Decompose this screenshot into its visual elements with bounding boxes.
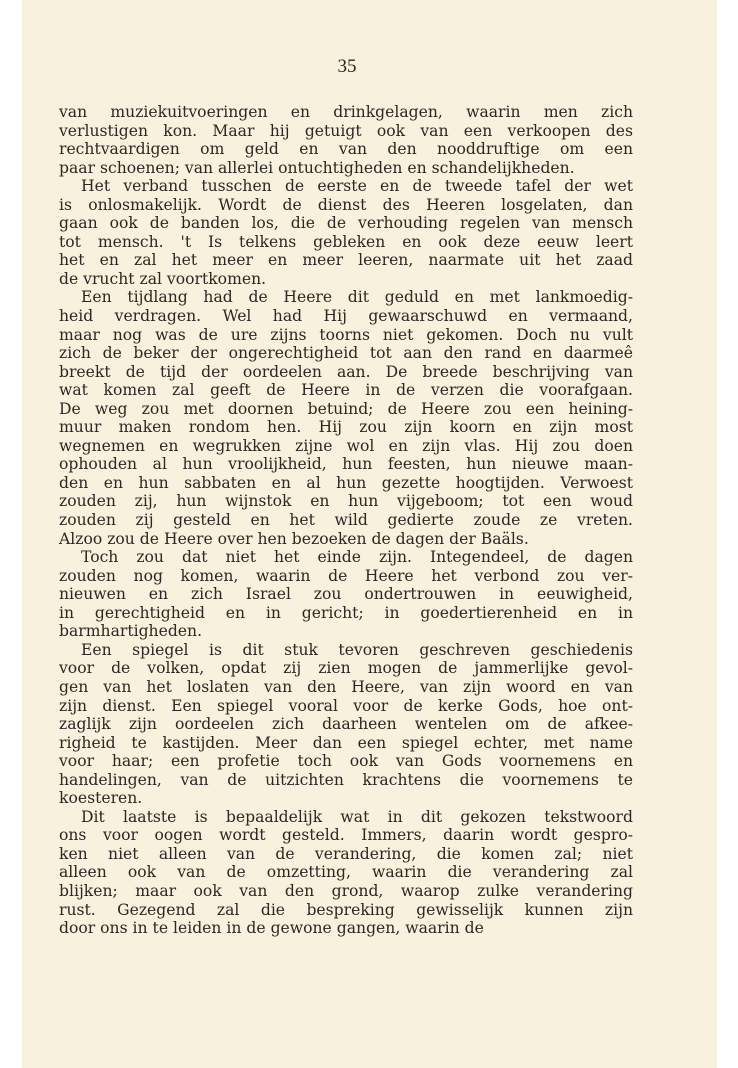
text-line: zich de beker der ongerechtigheid tot aan den rand en daarmeê (59, 344, 633, 363)
text-line: de vrucht zal voortkomen. (59, 269, 267, 288)
text-line: koesteren. (59, 789, 143, 808)
text-line: gen van het loslaten van den Heere, van zijn woord en van (59, 677, 633, 696)
text-line: paar schoenen; van allerlei ontuchtigheden en schandelijkheden. (59, 158, 575, 177)
text-line: muur maken rondom hen. Hij zou zijn koorn en zijn most (59, 418, 633, 437)
text-line: ken niet alleen van de verandering, die komen zal; niet (59, 844, 633, 863)
text-line: zouden nog komen, waarin de Heere het verbond zou ver- (59, 566, 633, 585)
text-line: het en zal het meer en meer leeren, naarmate uit het zaad (59, 251, 633, 270)
paragraph (59, 548, 633, 641)
text-line: den en hun sabbaten en al hun gezette hoogtijden. Verwoest (59, 473, 633, 492)
text-line: gaan ook de banden los, die de verhouding regelen van mensch (59, 214, 633, 233)
text-line: Het verband tusschen de eerste en de tweede tafel der wet (81, 177, 633, 196)
text-line: verlustigen kon. Maar hij getuigt ook van een verkoopen des (59, 121, 633, 140)
text-line: Een tijdlang had de Heere dit geduld en met lankmoedig- (81, 288, 633, 307)
text-line: tot mensch. 't Is telkens gebleken en ook deze eeuw leert (59, 232, 633, 251)
text-line: rechtvaardigen om geld en van den nooddruftige om een (59, 140, 633, 159)
text-line: blijken; maar ook van den grond, waarop zulke verandering (59, 881, 633, 900)
text-line: Een spiegel is dit stuk tevoren geschreven geschiedenis (81, 640, 633, 659)
text-line: wat komen zal geeft de Heere in de verzen die voorafgaan. (59, 381, 633, 400)
text-line: zouden zij, hun wijnstok en hun vijgeboom; tot een woud (59, 492, 633, 511)
text-line: is onlosmakelijk. Wordt de dienst des Heeren losgelaten, dan (59, 195, 633, 214)
paragraph (59, 641, 633, 808)
text-line: van muziekuitvoeringen en drinkgelagen, waarin men zich (59, 103, 633, 121)
text-line: zijn dienst. Een spiegel vooral voor de kerke Gods, hoe ont- (59, 696, 633, 715)
text-line: breekt de tijd der oordeelen aan. De breede beschrijving van (59, 362, 633, 381)
text-line: zaglijk zijn oordeelen zich daarheen wentelen om de afkee- (59, 715, 633, 734)
text-line: heid verdragen. Wel had Hij gewaarschuwd en vermaand, (59, 307, 633, 326)
text-line: voor de volken, opdat zij zien mogen de jammerlijke gevol- (59, 659, 633, 678)
text-line: Dit laatste is bepaaldelijk wat in dit gekozen tekstwoord (81, 807, 633, 826)
body-text (59, 103, 633, 938)
text-line: De weg zou met doornen betuind; de Heere zou een heining- (59, 399, 633, 418)
text-line: righeid te kastijden. Meer dan een spiegel echter, met name (59, 733, 633, 752)
text-line: ons voor oogen wordt gesteld. Immers, daarin wordt gespro- (59, 826, 633, 845)
text-line: door ons in te leiden in de gewone gangen, waarin de (59, 919, 484, 938)
text-line: Toch zou dat niet het einde zijn. Integendeel, de dagen (81, 548, 633, 567)
text-line: Alzoo zou de Heere over hen bezoeken de dagen der Baäls. (59, 529, 529, 548)
text-line: nieuwen en zich Israel zou ondertrouwen in eeuwigheid, (59, 585, 633, 604)
text-line: zouden zij gesteld en het wild gedierte zoude ze vreten. (59, 511, 633, 530)
text-line: voor haar; een profetie toch ook van Gods voornemens en (59, 752, 633, 771)
paragraph (59, 808, 633, 938)
text-line: rust. Gezegend zal die bespreking gewisselijk kunnen zijn (59, 900, 633, 919)
paragraph (59, 177, 633, 288)
text-line: alleen ook van de omzetting, waarin die verandering zal (59, 863, 633, 882)
text-line: barmhartigheden. (59, 622, 203, 641)
text-line: ophouden al hun vroolijkheid, hun feesten, hun nieuwe maan- (59, 455, 633, 474)
text-line: handelingen, van de uitzichten krachtens die voornemens te (59, 770, 633, 789)
text-line: maar nog was de ure zijns toorns niet gekomen. Doch nu vult (59, 325, 633, 344)
paragraph (59, 288, 633, 548)
paragraph (59, 103, 633, 177)
text-line: in gerechtigheid en in gericht; in goedertierenheid en in (59, 603, 633, 622)
text-line: wegnemen en wegrukken zijne wol en zijn vlas. Hij zou doen (59, 436, 633, 455)
page-number: 35 (337, 56, 357, 77)
